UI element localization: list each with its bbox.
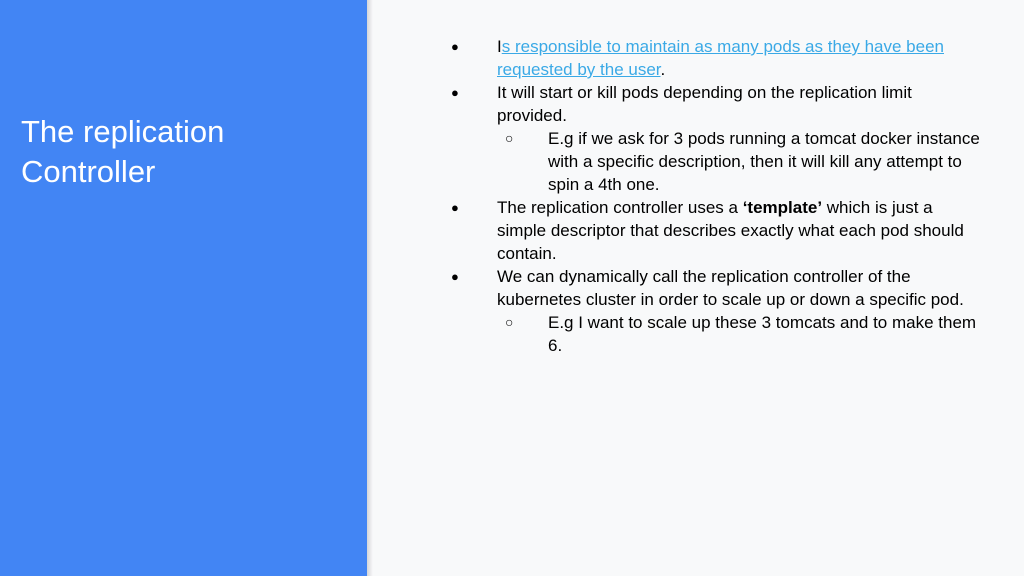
bullet-text: It will start or kill pods depending on the replication limit provided. bbox=[497, 83, 912, 125]
bullet-marker: ● bbox=[451, 269, 459, 284]
bullet-text-suffix: . bbox=[660, 60, 666, 79]
sub-bullet-marker: ○ bbox=[505, 130, 514, 146]
slide-title bbox=[21, 112, 341, 192]
bullet-list bbox=[443, 35, 983, 357]
bullet-item bbox=[443, 196, 983, 265]
sub-bullet-item bbox=[443, 311, 983, 357]
sub-bullet-text: E.g I want to scale up these 3 tomcats and to make them 6. bbox=[548, 313, 977, 355]
bullet-item bbox=[443, 265, 983, 311]
bullet-text-prefix: The replication controller uses a bbox=[497, 198, 743, 217]
bullet-text-prefix: I bbox=[497, 37, 502, 56]
slide-title-line-2: Controller bbox=[21, 154, 156, 189]
title-panel bbox=[0, 0, 367, 576]
bullet-marker: ● bbox=[451, 39, 459, 54]
bullet-marker: ● bbox=[451, 200, 459, 215]
bullet-text-suffix: which is just a simple descriptor that describes exactly what each pod should contain. bbox=[497, 198, 964, 263]
bullet-bold-term: ‘template’ bbox=[742, 198, 823, 217]
bullet-link[interactable]: s responsible to maintain as many pods as they have been requested by the user bbox=[497, 37, 944, 79]
sub-bullet-text: E.g if we ask for 3 pods running a tomcat docker instance with a specific description, then it will kill any attempt to spin a 4th one. bbox=[548, 129, 980, 194]
bullet-marker: ● bbox=[451, 85, 459, 100]
sub-bullet-marker: ○ bbox=[505, 314, 514, 330]
sub-bullet-item bbox=[443, 127, 983, 196]
bullet-item bbox=[443, 35, 983, 81]
bullet-item bbox=[443, 81, 983, 127]
bullet-text: We can dynamically call the replication controller of the kubernetes cluster in order to scale up or down a specific pod. bbox=[497, 267, 964, 309]
slide-title-line-1: The replication bbox=[21, 114, 225, 149]
